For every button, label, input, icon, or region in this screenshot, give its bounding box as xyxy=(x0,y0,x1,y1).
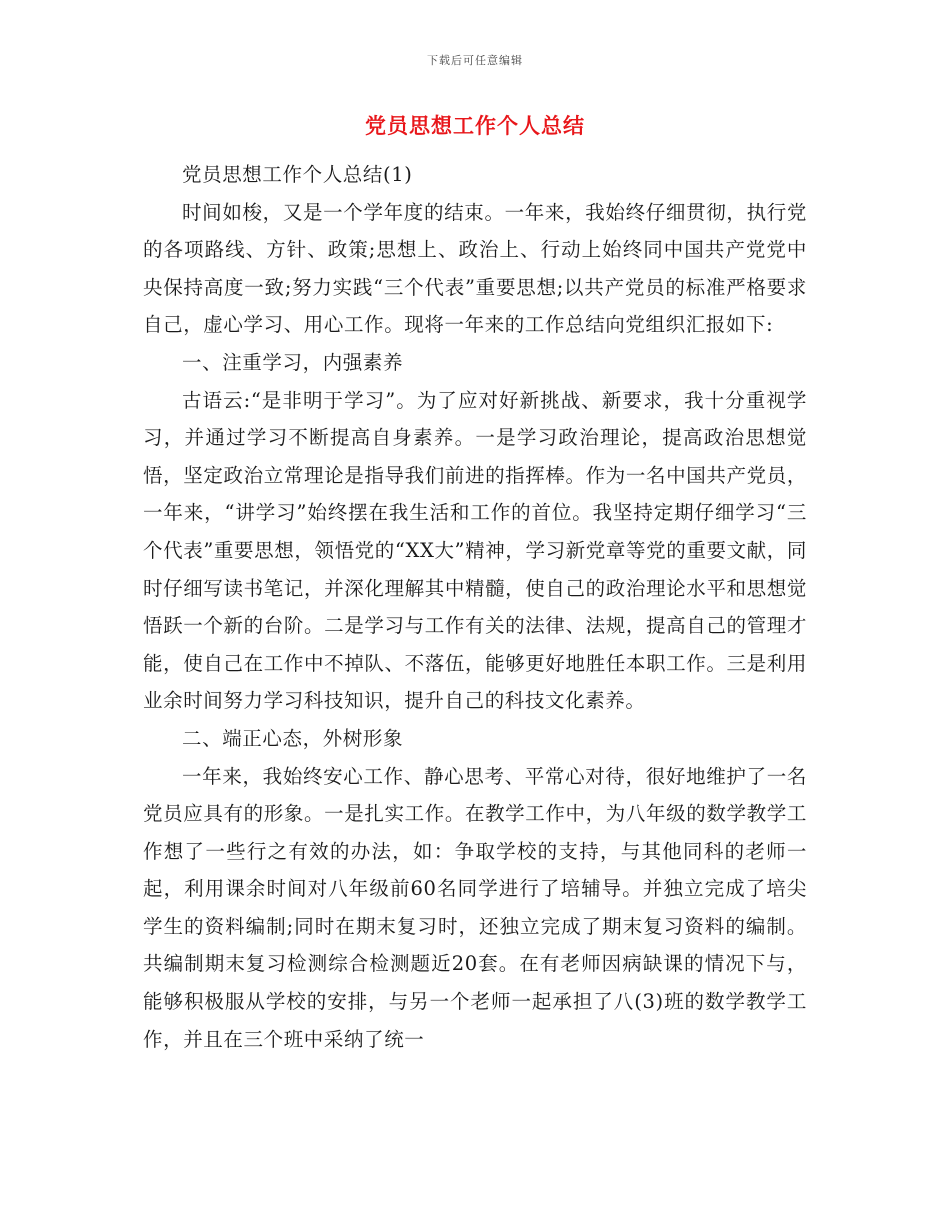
intro-paragraph: 时间如梭，又是一个学年度的结束。一年来，我始终仔细贯彻，执行党的各项路线、方针、政策;思想上、政治上、行动上始终同中国共产党党中央保持高度一致;努力实践“三个代表”重要思想;以共产党员的标准严格要求自己，虚心学习、用心工作。现将一年来的工作总结向党组织汇报如下: xyxy=(143,200,807,337)
section-1-paragraph: 古语云:“是非明于学习”。为了应对好新挑战、新要求，我十分重视学习，并通过学习不断提高自身素养。一是学习政治理论，提高政治思想觉悟，坚定政治立常理论是指导我们前进的指挥棒。作为一名中国共产党员，一年来，“讲学习”始终摆在我生活和工作的首位。我坚持定期仔细学习“三个代表”重要思想，领悟党的“XX大”精神，学习新党章等党的重要文献，同时仔细写读书笔记，并深化理解其中精髓，使自己的政治理论水平和思想觉悟跃一个新的台阶。二是学习与工作有关的法律、法规，提高自己的管理才能，使自己在工作中不掉队、不落伍，能够更好地胜任本职工作。三是利用业余时间努力学习科技知识，提升自己的科技文化素养。 xyxy=(143,388,807,713)
section-2-paragraph: 一年来，我始终安心工作、静心思考、平常心对待，很好地维护了一名党员应具有的形象。一是扎实工作。在教学工作中，为八年级的数学教学工作想了一些行之有效的办法，如：争取学校的支持，与其他同科的老师一起，利用课余时间对八年级前60名同学进行了培辅导。并独立完成了培尖学生的资料编制;同时在期末复习时，还独立完成了期末复习资料的编制。共编制期末复习检测综合检测题近20套。在有老师因病缺课的情况下与，能够积极服从学校的安排，与另一个老师一起承担了八(3)班的数学教学工作，并且在三个班中采纳了统一 xyxy=(143,764,807,1051)
page-header-note: 下载后可任意编辑 xyxy=(427,54,523,67)
document-body xyxy=(143,156,807,1058)
section-heading-2: 二、端正心态，外树形象 xyxy=(182,726,404,750)
document-title: 党员思想工作个人总结 xyxy=(365,113,585,138)
section-heading-1: 一、注重学习，内强素养 xyxy=(182,350,404,374)
subtitle-paragraph: 党员思想工作个人总结(1) xyxy=(182,163,413,186)
